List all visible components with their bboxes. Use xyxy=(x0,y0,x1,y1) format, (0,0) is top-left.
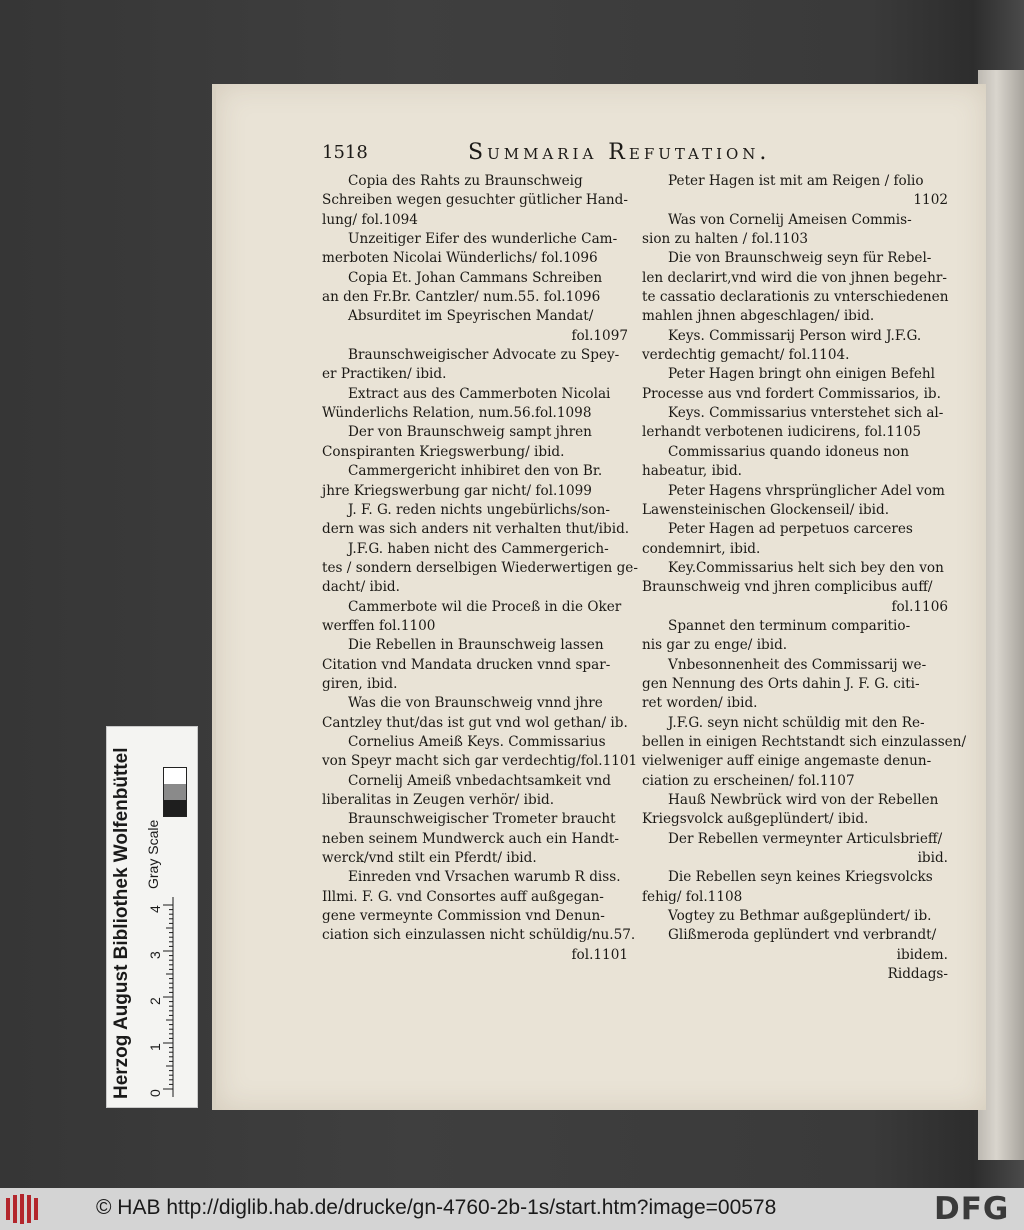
index-entry-line: Riddags- xyxy=(887,966,948,983)
index-entry-line: Conspiranten Kriegswerbung/ ibid. xyxy=(322,443,565,460)
index-entry-line: Spannet den terminum comparitio- xyxy=(668,617,911,634)
footer-bar xyxy=(0,1188,1024,1230)
index-entry-line: an den Fr.Br. Cantzler/ num.55. fol.1096 xyxy=(322,289,601,306)
index-entry-line: dern was sich anders nit verhalten thut/ibid. xyxy=(322,521,630,538)
index-entry-line: von Speyr macht sich gar verdechtig/fol.1101 xyxy=(322,753,638,770)
index-entry-line: er Practiken/ ibid. xyxy=(322,366,447,383)
index-entry-line: verdechtig gemacht/ fol.1104. xyxy=(642,347,850,364)
index-entry-line: Die von Braunschweig seyn für Rebel- xyxy=(668,250,932,267)
running-title: Summaria Refutation. xyxy=(468,140,771,165)
index-entry-line: gen Nennung des Orts dahin J. F. G. citi- xyxy=(642,675,920,692)
ruler-number: 0 xyxy=(147,1089,163,1097)
index-entry-line: te cassatio declarationis zu vnterschiedenen xyxy=(642,289,949,306)
index-entry-line: Wünderlichs Relation, num.56.fol.1098 xyxy=(322,405,592,422)
index-entry-line: Der Rebellen vermeynter Articulsbrieff/ xyxy=(668,830,943,847)
index-entry-line: lerhandt verbotenen iudicirens, fol.1105 xyxy=(642,424,921,441)
index-entry-line: Die Rebellen seyn keines Kriegsvolcks xyxy=(668,869,933,886)
gray-scale-label: Gray Scale xyxy=(145,819,161,889)
index-entry-line: mahlen jhnen abgeschlagen/ ibid. xyxy=(642,308,875,325)
index-entry-line: len declarirt,vnd wird die von jhnen begehr- xyxy=(642,269,947,286)
index-entry-line: Braunschweig vnd jhren complicibus auff/ xyxy=(642,579,933,596)
index-entry-line: J.F.G. seyn nicht schüldig mit den Re- xyxy=(668,714,925,731)
index-entry-line: ibidem. xyxy=(896,946,948,963)
dfg-logo: DFG xyxy=(934,1191,1010,1227)
index-entry-line: Cammergericht inhibiret den von Br. xyxy=(348,463,603,480)
index-entry-line: Lawensteinischen Glockenseil/ ibid. xyxy=(642,501,890,518)
index-column-left xyxy=(322,172,638,965)
index-entry-line: Was von Cornelij Ameisen Commis- xyxy=(668,211,912,228)
index-entry-line: sion zu halten / fol.1103 xyxy=(642,231,808,248)
index-entry-line: vielweniger auff einige angemaste denun- xyxy=(642,753,932,770)
index-entry-line: Peter Hagens vhrsprünglicher Adel vom xyxy=(668,482,945,499)
index-entry-line: Copia des Rahts zu Braunschweig xyxy=(348,173,583,189)
index-entry-line: lung/ fol.1094 xyxy=(322,211,418,228)
index-entry-line: giren, ibid. xyxy=(322,675,398,692)
index-entry-line: Vnbesonnenheit des Commissarij we- xyxy=(668,656,927,673)
index-entry-line: Key.Commissarius helt sich bey den von xyxy=(668,559,944,576)
index-entry-line: J.F.G. haben nicht des Cammergerich- xyxy=(348,540,609,557)
index-entry-line: Citation vnd Mandata drucken vnnd spar- xyxy=(322,656,611,673)
index-entry-line: Der von Braunschweig sampt jhren xyxy=(348,424,592,441)
index-entry-line: Extract aus des Cammerboten Nicolai xyxy=(348,385,611,402)
index-entry-line: Vogtey zu Bethmar außgeplündert/ ib. xyxy=(668,908,932,925)
ruler-number: 2 xyxy=(147,997,163,1005)
index-entry-line: Hauß Newbrück wird von der Rebellen xyxy=(668,792,939,808)
index-entry-line: tes / sondern derselbigen Wiederwertigen ge- xyxy=(322,559,638,576)
index-entry-line: neben seinem Mundwerck auch ein Handt- xyxy=(322,830,619,847)
index-entry-line: Die Rebellen in Braunschweig lassen xyxy=(348,637,604,654)
index-entry-line: bellen in einigen Rechtstandt sich einzulassen/ xyxy=(642,733,967,750)
running-head xyxy=(322,140,952,168)
index-entry-line: Braunschweigischer Advocate zu Spey- xyxy=(348,347,620,364)
index-entry-line: liberalitas in Zeugen verhör/ ibid. xyxy=(322,792,555,808)
hab-logo-icon xyxy=(6,1194,46,1224)
index-entry-line: ciation zu erscheinen/ fol.1107 xyxy=(642,772,855,789)
index-entry-line: Absurditet im Speyrischen Mandat/ xyxy=(348,308,594,325)
footer-url-text[interactable]: © HAB http://diglib.hab.de/drucke/gn-4760-2b-1s/start.htm?image=00578 xyxy=(96,1196,777,1219)
ruler-number: 4 xyxy=(147,905,163,913)
index-entry-line: Keys. Commissarij Person wird J.F.G. xyxy=(668,327,922,344)
index-entry-line: Copia Et. Johan Cammans Schreiben xyxy=(348,269,603,286)
index-entry-line: Cornelij Ameiß vnbedachtsamkeit vnd xyxy=(348,772,611,789)
index-entry-line: Processe aus vnd fordert Commissarios, ib. xyxy=(642,385,941,402)
gray-patch xyxy=(164,768,186,784)
gray-scale-patches xyxy=(163,767,187,817)
index-entry-line: Einreden vnd Vrsachen warumb R diss. xyxy=(348,869,621,886)
index-entry-line: fol.1097 xyxy=(571,327,628,344)
index-entry-line: Peter Hagen ist mit am Reigen / folio xyxy=(668,173,924,189)
color-calibration-bar xyxy=(106,726,198,1108)
index-entry-line: J. F. G. reden nichts ungebürlichs/son- xyxy=(348,501,610,518)
index-entry-line: nis gar zu enge/ ibid. xyxy=(642,637,788,654)
index-entry-line: Keys. Commissarius vnterstehet sich al- xyxy=(668,405,944,422)
institution-label: Herzog August Bibliothek Wolfenbüttel xyxy=(111,747,132,1099)
index-entry-line: werck/vnd stilt ein Pferdt/ ibid. xyxy=(322,850,537,867)
index-entry-line: ibid. xyxy=(917,850,948,867)
index-entry-line: habeatur, ibid. xyxy=(642,463,742,480)
index-entry-line: merboten Nicolai Wünderlichs/ fol.1096 xyxy=(322,250,598,267)
index-entry-line: Kriegsvolck außgeplündert/ ibid. xyxy=(642,811,869,828)
index-entry-line: Peter Hagen ad perpetuos carceres xyxy=(668,521,913,538)
index-entry-line: werffen fol.1100 xyxy=(322,617,436,634)
index-entry-line: fehig/ fol.1108 xyxy=(642,888,743,905)
ruler-scale xyxy=(147,897,177,1097)
index-entry-line: Commissarius quando idoneus non xyxy=(668,443,909,460)
index-entry-line: Unzeitiger Eifer des wunderliche Cam- xyxy=(348,231,618,248)
index-entry-line: 1102 xyxy=(913,192,948,209)
index-entry-line: Braunschweigischer Trometer braucht xyxy=(348,811,616,828)
gray-patch xyxy=(164,800,186,816)
index-entry-line: Glißmeroda geplündert vnd verbrandt/ xyxy=(668,927,937,944)
index-entry-line: dacht/ ibid. xyxy=(322,579,400,596)
index-entry-line: Illmi. F. G. vnd Consortes auff außgegan- xyxy=(322,888,604,905)
index-column-right xyxy=(642,172,967,984)
index-entry-line: gene vermeynte Commission vnd Denun- xyxy=(322,908,605,925)
ruler-number: 3 xyxy=(147,951,163,959)
page-number: 1518 xyxy=(322,142,368,163)
index-entry-line: Cammerbote wil die Proceß in die Oker xyxy=(348,598,622,615)
index-entry-line: jhre Kriegswerbung gar nicht/ fol.1099 xyxy=(322,482,592,499)
ruler-number: 1 xyxy=(147,1043,163,1051)
gray-patch xyxy=(164,784,186,800)
index-entry-line: condemnirt, ibid. xyxy=(642,540,761,557)
index-entry-line: ret worden/ ibid. xyxy=(642,695,758,712)
index-entry-line: Cantzley thut/das ist gut vnd wol gethan/ ib. xyxy=(322,714,628,731)
index-entry-line: fol.1106 xyxy=(891,598,948,615)
index-entry-line: Peter Hagen bringt ohn einigen Befehl xyxy=(668,366,936,383)
index-entry-line: Schreiben wegen gesuchter gütlicher Hand- xyxy=(322,192,628,209)
index-entry-line: fol.1101 xyxy=(571,946,628,963)
index-entry-line: ciation sich einzulassen nicht schüldig/nu.57. xyxy=(322,927,636,944)
index-entry-line: Cornelius Ameiß Keys. Commissarius xyxy=(348,733,606,750)
index-entry-line: Was die von Braunschweig vnnd jhre xyxy=(348,695,603,712)
